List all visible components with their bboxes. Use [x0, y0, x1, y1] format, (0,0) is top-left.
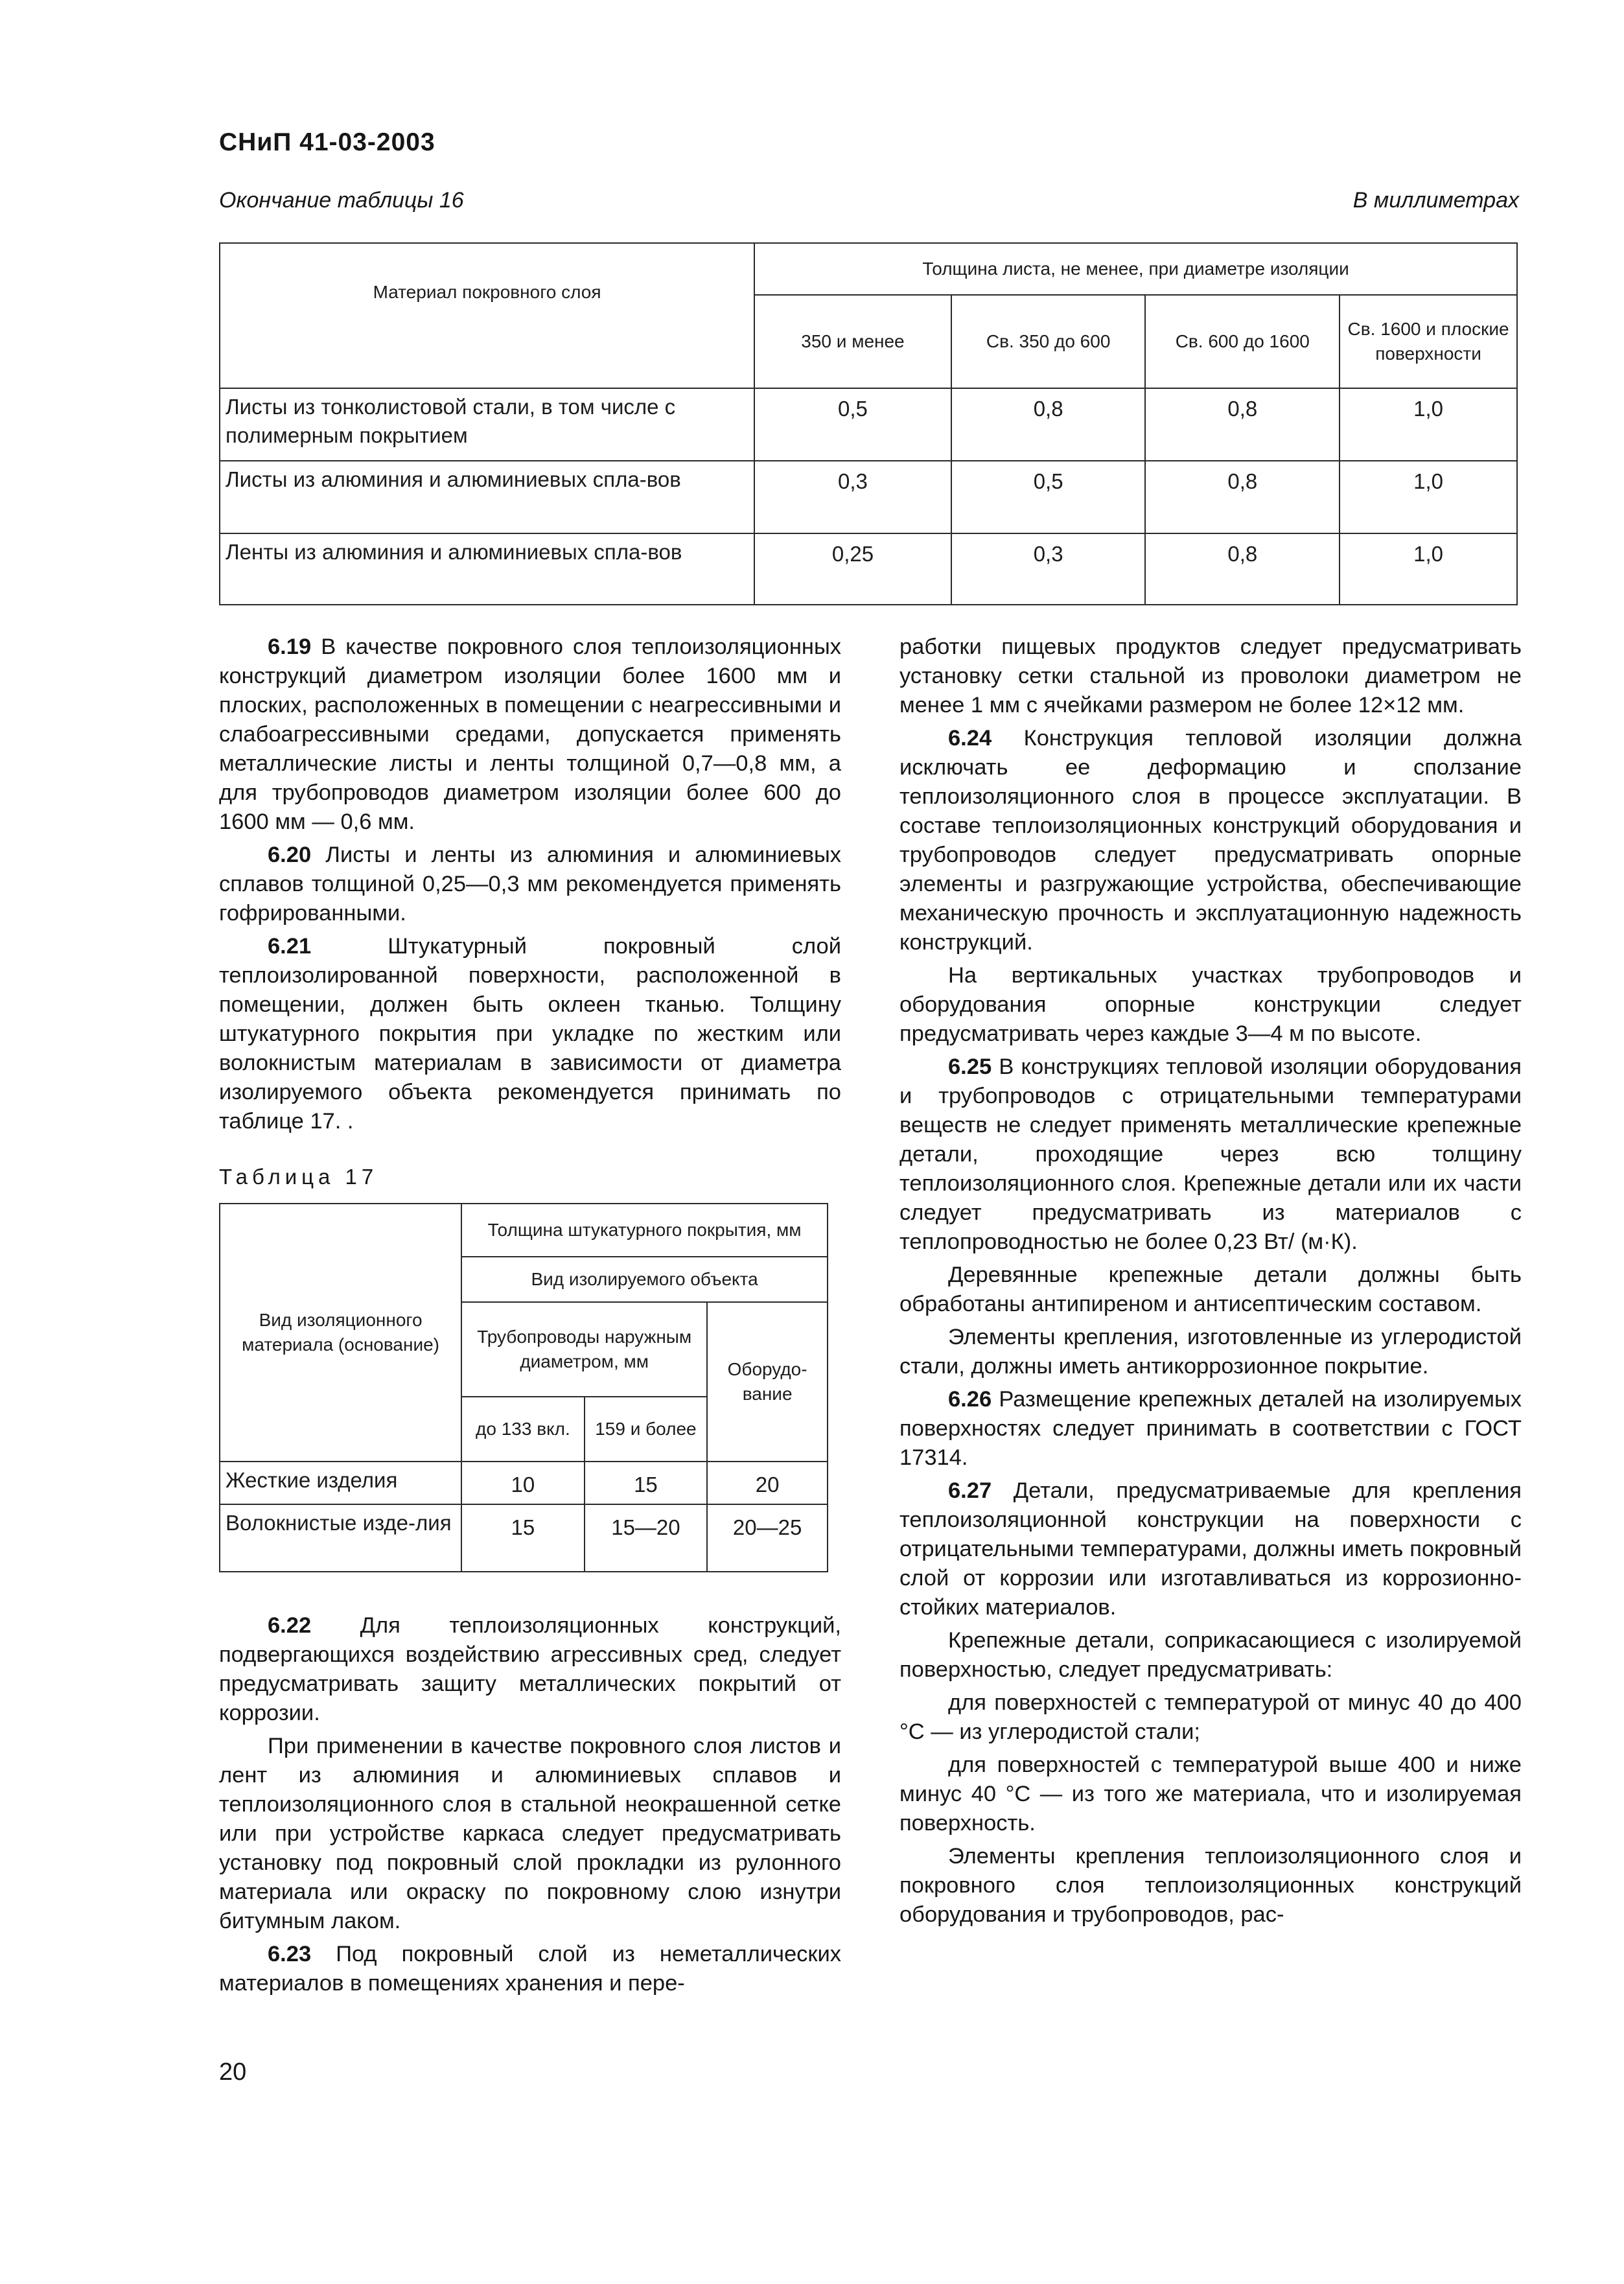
table17-cell: 10 [461, 1462, 584, 1504]
table17-col-header: до 133 вкл. [461, 1397, 584, 1462]
table17-object-header: Вид изолируемого объекта [461, 1257, 828, 1302]
table16-cell: 1,0 [1340, 533, 1517, 605]
paragraph-6-27-cont: для поверхностей с температурой выше 400 и ниже минус 40 °С — из того же материала, что и изолируемая поверхность. [899, 1753, 1522, 1835]
paragraph-6-24 [899, 724, 1522, 957]
clause-number: 6.19 [268, 635, 312, 659]
clause-number: 6.23 [268, 1942, 312, 1966]
paragraph-6-27 [899, 1476, 1522, 1622]
table16-cell: 0,8 [1145, 388, 1340, 461]
paragraph-text: В конструкциях тепловой изоляции оборудования и трубопроводов с отрицательными температурами веществ не следует применять металлические крепежные детали, проходящие через всю толщину теплоизоляционного слоя. Крепежные детали или их части следует предусматривать из материалов с теплопроводностью не более 0,23 Вт/ (м·К). [899, 1055, 1522, 1254]
table17-caption: Таблица 17 [219, 1165, 378, 1189]
clause-number: 6.25 [948, 1055, 992, 1079]
paragraph-6-19 [219, 633, 841, 837]
paragraph-6-21 [219, 932, 841, 1136]
table16-cell: 0,3 [754, 461, 951, 533]
table17-col-header: 159 и более [585, 1397, 708, 1462]
table17-cell: 20 [707, 1462, 828, 1504]
table16-col-header: Св. 600 до 1600 [1145, 295, 1340, 388]
table16-units: В миллиметрах [1352, 188, 1519, 213]
paragraph-6-26 [899, 1385, 1522, 1473]
table16-cell: 1,0 [1340, 388, 1517, 461]
clause-number: 6.26 [948, 1387, 992, 1412]
paragraph-6-20 [219, 841, 841, 928]
paragraph-6-25-cont: Деревянные крепежные детали должны быть обработаны антипиреном и антисептическим составом. [899, 1263, 1522, 1316]
table17-material-header: Вид изоляционного материала (основание) [220, 1204, 461, 1462]
paragraph-text: Под покровный слой из неметаллических материалов в помещениях хранения и пере- [219, 1942, 841, 1996]
table-16 [219, 242, 1518, 605]
table17-cell: 15—20 [585, 1504, 708, 1572]
table16-cell: 0,8 [951, 388, 1146, 461]
paragraph-6-23 [219, 1940, 841, 1998]
table16-caption: Окончание таблицы 16 [219, 188, 464, 213]
table16-col-header: Св. 1600 и плоские поверхности [1340, 295, 1517, 388]
paragraph-6-22 [219, 1611, 841, 1728]
paragraph-text: В качестве покровного слоя теплоизоляционных конструкций диаметром изоляции более 1600 мм и плоских, расположенных в помещении с неагрессивными и слабоагрессивными средами, допускается применять металлические листы и ленты толщиной 0,7—0,8 мм, а для трубопроводов диаметром изоляции более 600 до 1600 мм — 0,6 мм. [219, 635, 841, 834]
table-row [220, 533, 1517, 605]
table16-cell: 0,5 [754, 388, 951, 461]
page-number: 20 [219, 2058, 247, 2086]
table16-group-header: Толщина листа, не менее, при диаметре изоляции [754, 243, 1517, 295]
paragraph-6-27-cont: Крепежные детали, соприкасающиеся с изолируемой поверхностью, следует предусматривать: [899, 1628, 1522, 1682]
table16-row-label: Листы из алюминия и алюминиевых спла-вов [220, 461, 754, 533]
table16-row-label: Ленты из алюминия и алюминиевых спла-вов [220, 533, 754, 605]
table17-row-label: Жесткие изделия [220, 1462, 461, 1504]
table16-cell: 0,5 [951, 461, 1146, 533]
paragraph-text: Штукатурный покровный слой теплоизолированной поверхности, расположенной в помещении, должен быть оклеен тканью. Толщину штукатурного покрытия при укладке по жестким или волокнистым материалам в зависимости от диаметра изолируемого объекта рекомендуется принимать по таблице 17. . [219, 934, 841, 1134]
table17-cell: 20—25 [707, 1504, 828, 1572]
table16-cell: 0,25 [754, 533, 951, 605]
paragraph-text: Конструкция тепловой изоляции должна исключать ее деформацию и сползание теплоизоляционного слоя в процессе эксплуатации. В составе теплоизоляционных конструкций оборудования и трубопроводов следует предусматривать опорные элементы и разгружающие устройства, обеспечивающие механическую прочность и эксплуатационную надежность конструкций. [899, 726, 1522, 955]
table16-col-header: Св. 350 до 600 [951, 295, 1146, 388]
clause-number: 6.22 [268, 1613, 312, 1638]
table17-thickness-header: Толщина штукатурного покрытия, мм [461, 1204, 828, 1257]
paragraph-text: Детали, предусматриваемые для крепления теплоизоляционной конструкции на поверхности с отрицательными температурами, должны иметь покровный слой от коррозии или изготавливаться из коррозионно-стойких материалов. [899, 1478, 1522, 1620]
paragraph-6-25-cont: Элементы крепления, изготовленные из углеродистой стали, должны иметь антикоррозионное покрытие. [899, 1325, 1522, 1379]
table-row [220, 461, 1517, 533]
clause-number: 6.24 [948, 726, 992, 751]
table16-cell: 1,0 [1340, 461, 1517, 533]
table16-row-label: Листы из тонколистовой стали, в том числе с полимерным покрытием [220, 388, 754, 461]
table17-pipes-header: Трубопроводы наружным диаметром, мм [461, 1302, 707, 1397]
table16-cell: 0,8 [1145, 533, 1340, 605]
clause-number: 6.20 [268, 843, 312, 867]
left-text-column [219, 633, 841, 2002]
clause-number: 6.21 [268, 934, 312, 959]
table-row [220, 388, 1517, 461]
table-row [220, 1462, 828, 1504]
paragraph-text: Размещение крепежных деталей на изолируемых поверхностях следует принимать в соответствии с ГОСТ 17314. [899, 1387, 1522, 1470]
table17-equipment-header: Оборудо-вание [707, 1302, 828, 1462]
table-17 [219, 1203, 828, 1572]
clause-number: 6.27 [948, 1478, 992, 1503]
paragraph-text: Листы и ленты из алюминия и алюминиевых сплавов толщиной 0,25—0,3 мм рекомендуется применять гофрированными. [219, 843, 841, 926]
table16-col-header: 350 и менее [754, 295, 951, 388]
right-text-column [899, 633, 1522, 1933]
paragraph-6-27-cont: для поверхностей с температурой от минус 40 до 400 °С — из углеродистой стали; [899, 1690, 1522, 1744]
table16-cell: 0,8 [1145, 461, 1340, 533]
paragraph-6-22-cont: При применении в качестве покровного слоя листов и лент из алюминия и алюминиевых сплавов и теплоизоляционного слоя в стальной неокрашенной сетке или при устройстве каркаса следует предусматривать установку под покровный слой прокладки из рулонного материала или окраску по покровному слою изнутри битумным лаком. [219, 1734, 841, 1933]
document-code: СНиП 41-03-2003 [219, 128, 435, 156]
paragraph-6-24-cont: На вертикальных участках трубопроводов и оборудования опорные конструкции следует предусматривать через каждые 3—4 м по высоте. [899, 963, 1522, 1046]
table17-row-label: Волокнистые изде-лия [220, 1504, 461, 1572]
table16-material-header: Материал покровного слоя [220, 243, 754, 388]
paragraph-6-25 [899, 1053, 1522, 1257]
table17-cell: 15 [461, 1504, 584, 1572]
table-row [220, 1504, 828, 1572]
paragraph-continuation: работки пищевых продуктов следует предусматривать установку сетки стальной из проволоки диаметром не менее 1 мм с ячейками размером не более 12×12 мм. [899, 635, 1522, 717]
table17-cell: 15 [585, 1462, 708, 1504]
paragraph-6-27-cont: Элементы крепления теплоизоляционного слоя и покровного слоя теплоизоляционных конструкций оборудования и трубопроводов, рас- [899, 1844, 1522, 1927]
paragraph-text: Для теплоизоляционных конструкций, подвергающихся воздействию агрессивных сред, следует предусматривать защиту металлических покрытий от коррозии. [219, 1613, 841, 1725]
table16-cell: 0,3 [951, 533, 1146, 605]
